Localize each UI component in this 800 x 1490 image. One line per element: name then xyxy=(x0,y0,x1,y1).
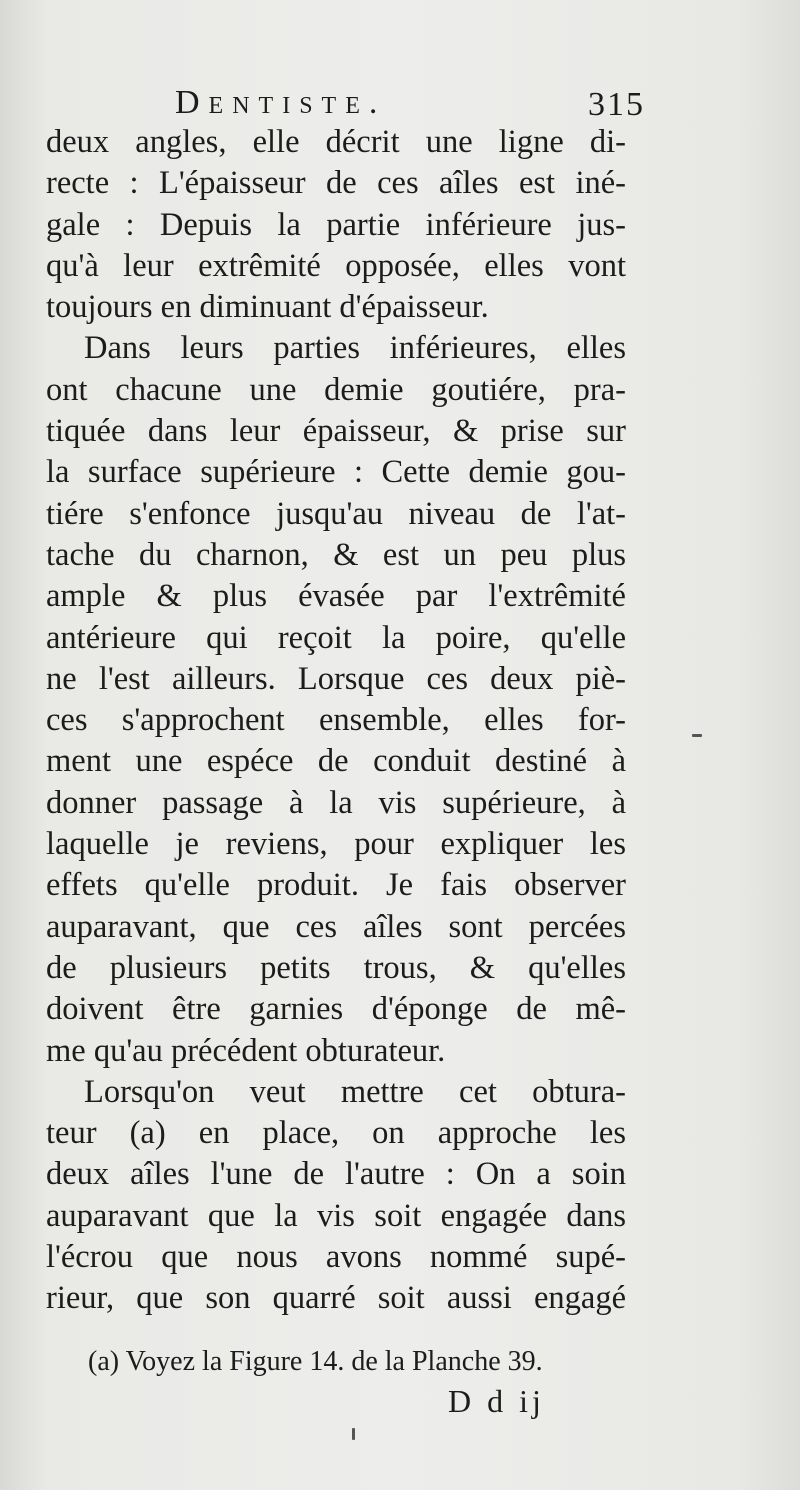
text-line: toujours en diminuant d'épaisseur. xyxy=(46,289,489,326)
footnote: (a) Voyez la Figure 14. de la Planche 39. xyxy=(88,1346,543,1377)
text-line: ont chacune une demie goutiére, pra- xyxy=(46,371,626,408)
text-line: effets qu'elle produit. Je fais observer xyxy=(46,867,626,904)
text-line: qu'à leur extrêmité opposée, elles vont xyxy=(46,247,626,284)
text-line: tiére s'enfonce jusqu'au niveau de l'at- xyxy=(46,495,626,532)
text-line: Lorsqu'on veut mettre cet obtura- xyxy=(84,1073,626,1110)
text-line: antérieure qui reçoit la poire, qu'elle xyxy=(46,619,626,656)
signature-mark: D d ij xyxy=(448,1383,545,1419)
text-line: ample & plus évasée par l'extrêmité xyxy=(46,578,626,615)
text-line: deux aîles l'une de l'autre : On a soin xyxy=(46,1156,626,1193)
text-line: me qu'au précédent obturateur. xyxy=(46,1032,446,1069)
ink-speck xyxy=(692,734,702,737)
running-title: Dentiste. xyxy=(175,84,387,121)
text-line: ment une espéce de conduit destiné à xyxy=(46,743,626,780)
page-number: 315 xyxy=(588,86,645,123)
text-line: recte : L'épaisseur de ces aîles est iné- xyxy=(46,165,626,202)
text-line: gale : Depuis la partie inférieure jus- xyxy=(46,206,626,243)
text-line: auparavant, que ces aîles sont percées xyxy=(46,908,626,945)
text-line: laquelle je reviens, pour expliquer les xyxy=(46,826,626,863)
running-head xyxy=(175,78,645,128)
text-line: Dans leurs parties inférieures, elles xyxy=(84,330,626,367)
text-line: ces s'approchent ensemble, elles for- xyxy=(46,702,626,739)
text-line: tache du charnon, & est un peu plus xyxy=(46,536,626,573)
text-line: donner passage à la vis supérieure, à xyxy=(46,784,626,821)
text-line: deux angles, elle décrit une ligne di- xyxy=(46,124,626,160)
text-line: de plusieurs petits trous, & qu'elles xyxy=(46,949,626,986)
text-line: doivent être garnies d'éponge de mê- xyxy=(46,991,626,1028)
body-text xyxy=(46,122,626,1320)
text-line: tiquée dans leur épaisseur, & prise sur xyxy=(46,413,626,450)
text-line: teur (a) en place, on approche les xyxy=(46,1115,626,1152)
text-line: rieur, que son quarré soit aussi engagé xyxy=(46,1280,626,1317)
ink-speck xyxy=(352,1428,355,1440)
text-line: l'écrou que nous avons nommé supé- xyxy=(46,1239,626,1276)
text-line: ne l'est ailleurs. Lorsque ces deux piè- xyxy=(46,660,626,697)
text-line: la surface supérieure : Cette demie gou- xyxy=(46,454,626,491)
text-line: auparavant que la vis soit engagée dans xyxy=(46,1197,626,1234)
